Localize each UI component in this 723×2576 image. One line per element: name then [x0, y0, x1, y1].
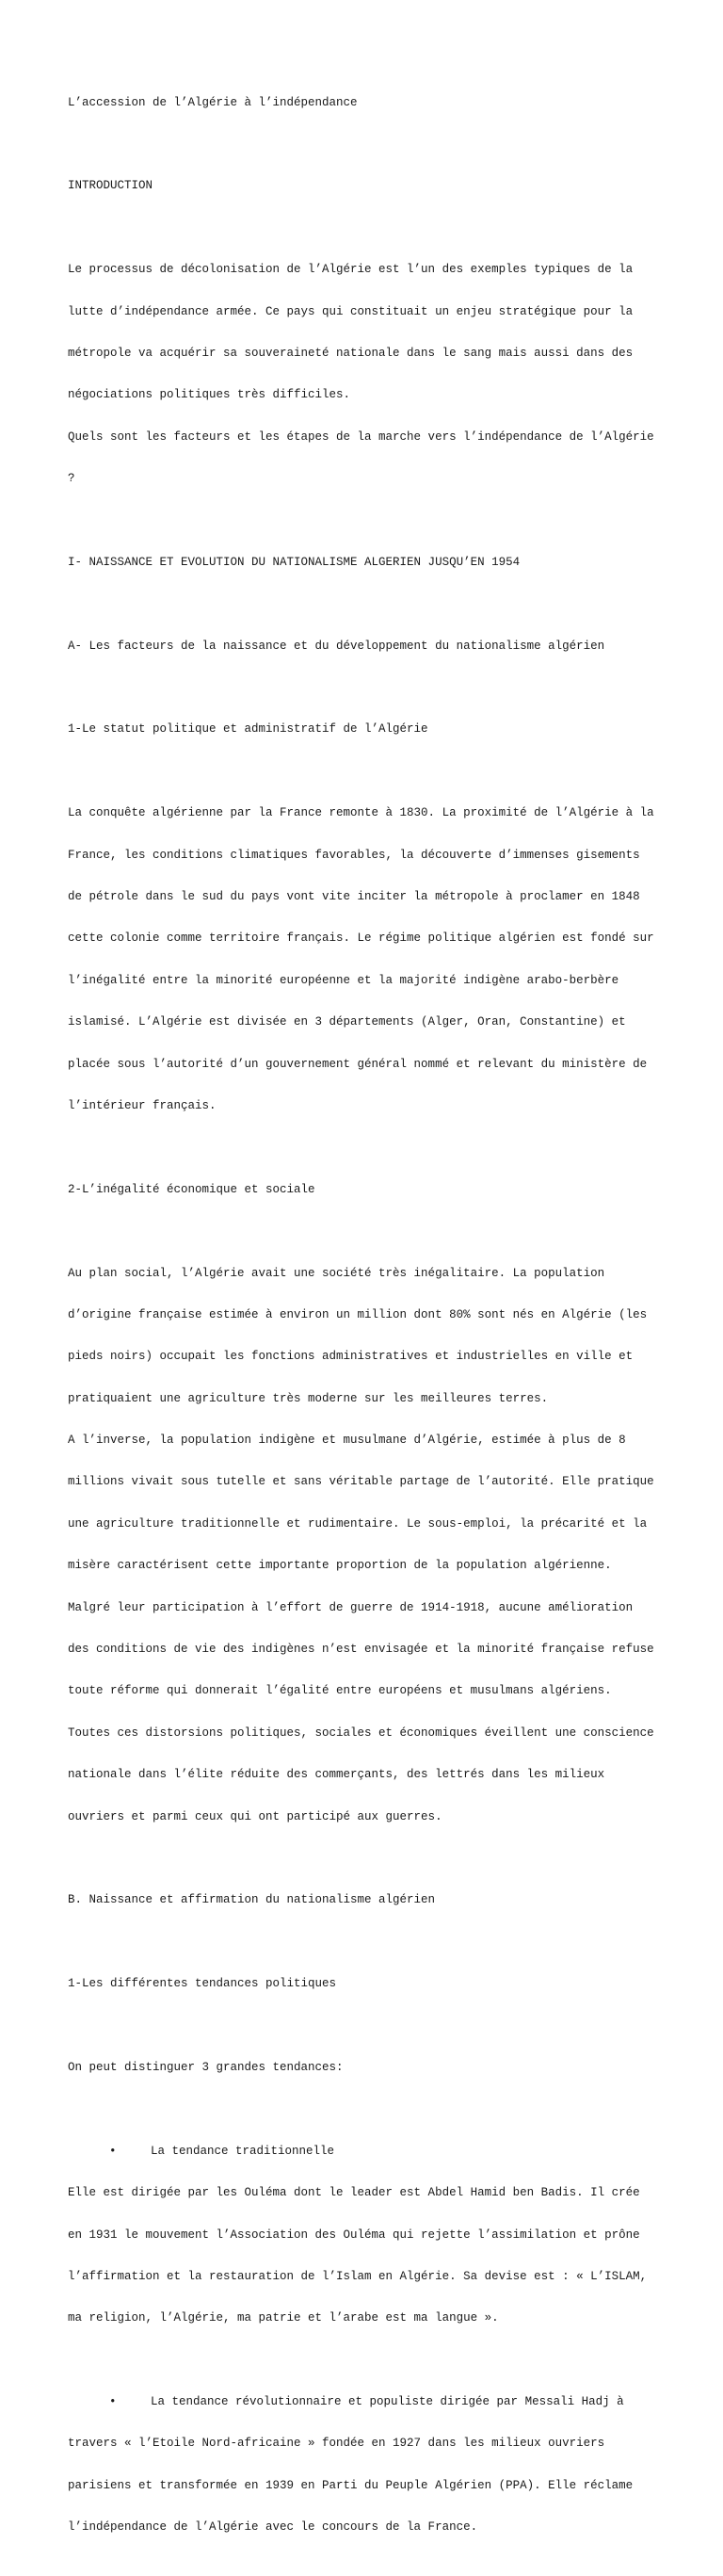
paragraph-line: islamisé. L’Algérie est divisée en 3 départements (Alger, Oran, Constantine) et: [68, 1015, 626, 1029]
paragraph-line: A l’inverse, la population indigène et musulmane d’Algérie, estimée à plus de 8: [68, 1434, 626, 1448]
paragraph-line: Toutes ces distorsions politiques, sociales et économiques éveillent une conscience: [68, 1725, 654, 1740]
intro-heading: [68, 152, 670, 221]
paragraph-line: ma religion, l’Algérie, ma patrie et l’arabe est ma langue ».: [68, 2311, 499, 2325]
paragraph-line: Le processus de décolonisation de l’Algérie est l’un des exemples typiques de la: [68, 263, 634, 277]
section-b-heading: [68, 1866, 670, 1936]
sub1-heading-line: 1-Le statut politique et administratif de l’Algérie: [68, 722, 428, 737]
sub2-heading: [68, 1155, 670, 1224]
paragraph-line: misère caractérisent cette importante proportion de la population algérienne.: [68, 1559, 612, 1573]
sub-b1-intro-line: On peut distinguer 3 grandes tendances:: [68, 2060, 344, 2074]
paragraph-line: nationale dans l’élite réduite des commerçants, des lettrés dans les milieux: [68, 1768, 605, 1782]
paragraph-line: travers « l’Etoile Nord-africaine » fondée en 1927 dans les milieux ouvriers: [68, 2437, 605, 2451]
sub-b1-intro: [68, 2033, 670, 2102]
section-b-heading-line: B. Naissance et affirmation du nationalisme algérien: [68, 1893, 436, 1907]
section-a-heading-line: A- Les facteurs de la naissance et du développement du nationalisme algérien: [68, 639, 605, 653]
paragraph-line: en 1931 le mouvement l’Association des Ouléma qui rejette l’assimilation et prône: [68, 2228, 640, 2242]
bullet-item-traditional: [68, 2116, 670, 2354]
bullet-title-line: [68, 2145, 670, 2159]
paragraph-line: cette colonie comme territoire français. Le régime politique algérien est fondé sur: [68, 932, 654, 946]
paragraph-line: l’inégalité entre la minorité européenne et la majorité indigène arabo-berbère: [68, 973, 619, 987]
paragraph-line: ?: [68, 472, 75, 486]
sub1-heading: [68, 695, 670, 765]
intro-paragraph: [68, 235, 670, 514]
sub-b1-heading-line: 1-Les différentes tendances politiques: [68, 1977, 337, 1991]
sub1-paragraph: [68, 779, 670, 1142]
part1-heading-line: I- NAISSANCE ET EVOLUTION DU NATIONALISME ALGERIEN JUSQU’EN 1954: [68, 555, 521, 569]
bullet-icon: •: [109, 2144, 117, 2158]
document-title: [68, 68, 670, 138]
paragraph-line: métropole va acquérir sa souveraineté nationale dans le sang mais aussi dans des: [68, 346, 634, 360]
paragraph-line: lutte d’indépendance armée. Ce pays qui constituait un enjeu stratégique pour la: [68, 304, 634, 318]
paragraph-line: ouvriers et parmi ceux qui ont participé aux guerres.: [68, 1809, 442, 1823]
bullet-title: La tendance traditionnelle: [151, 2144, 335, 2158]
document-body: [68, 68, 670, 2576]
paragraph-line: Malgré leur participation à l’effort de guerre de 1914-1918, aucune amélioration: [68, 1600, 634, 1614]
part1-heading: [68, 527, 670, 597]
paragraph-line: l’affirmation et la restauration de l’Islam en Algérie. Sa devise est : « L’ISLAM,: [68, 2269, 648, 2283]
paragraph-line: Elle est dirigée par les Ouléma dont le leader est Abdel Hamid ben Badis. Il crée: [68, 2186, 640, 2200]
paragraph-line: l’intérieur français.: [68, 1098, 217, 1112]
paragraph-line: placée sous l’autorité d’un gouvernement général nommé et relevant du ministère de: [68, 1057, 648, 1071]
paragraph-line: négociations politiques très difficiles.: [68, 388, 351, 402]
title-line: L’accession de l’Algérie à l’indépendance: [68, 95, 358, 109]
section-a-heading: [68, 611, 670, 681]
paragraph-line: toute réforme qui donnerait l’égalité entre européens et musulmans algériens.: [68, 1684, 612, 1698]
bullet-title: La tendance révolutionnaire et populiste dirigée par Messali Hadj à: [151, 2395, 624, 2409]
paragraph-line: La conquête algérienne par la France remonte à 1830. La proximité de l’Algérie à la: [68, 806, 654, 820]
paragraph-line: millions vivait sous tutelle et sans véritable partage de l’autorité. Elle pratique: [68, 1475, 654, 1489]
paragraph-line: des conditions de vie des indigènes n’est envisagée et la minorité française refuse: [68, 1643, 654, 1657]
paragraph-line: parisiens et transformée en 1939 en Parti du Peuple Algérien (PPA). Elle réclame: [68, 2478, 634, 2492]
paragraph-line: de pétrole dans le sud du pays vont vite inciter la métropole à proclamer en 1848: [68, 890, 640, 904]
sub2-paragraph: [68, 1239, 670, 1852]
paragraph-line: Au plan social, l’Algérie avait une société très inégalitaire. La population: [68, 1266, 605, 1280]
paragraph-line: pieds noirs) occupait les fonctions administratives et industrielles en ville et: [68, 1350, 634, 1364]
intro-heading-line: INTRODUCTION: [68, 179, 153, 193]
paragraph-line: Quels sont les facteurs et les étapes de la marche vers l’indépendance de l’Algérie: [68, 429, 654, 444]
bullet-item-revolutionary: [68, 2367, 670, 2562]
bullet-icon: •: [109, 2395, 117, 2409]
sub-b1-heading: [68, 1950, 670, 2019]
paragraph-line: une agriculture traditionnelle et rudimentaire. Le sous-emploi, la précarité et la: [68, 1516, 648, 1531]
paragraph-line: pratiquaient une agriculture très moderne sur les meilleures terres.: [68, 1391, 549, 1405]
bullet-title-line: [68, 2395, 670, 2409]
sub2-heading-line: 2-L’inégalité économique et sociale: [68, 1182, 315, 1196]
paragraph-line: l’indépendance de l’Algérie avec le concours de la France.: [68, 2520, 478, 2535]
paragraph-line: France, les conditions climatiques favorables, la découverte d’immenses gisements: [68, 848, 640, 862]
paragraph-line: d’origine française estimée à environ un million dont 80% sont nés en Algérie (les: [68, 1307, 648, 1321]
